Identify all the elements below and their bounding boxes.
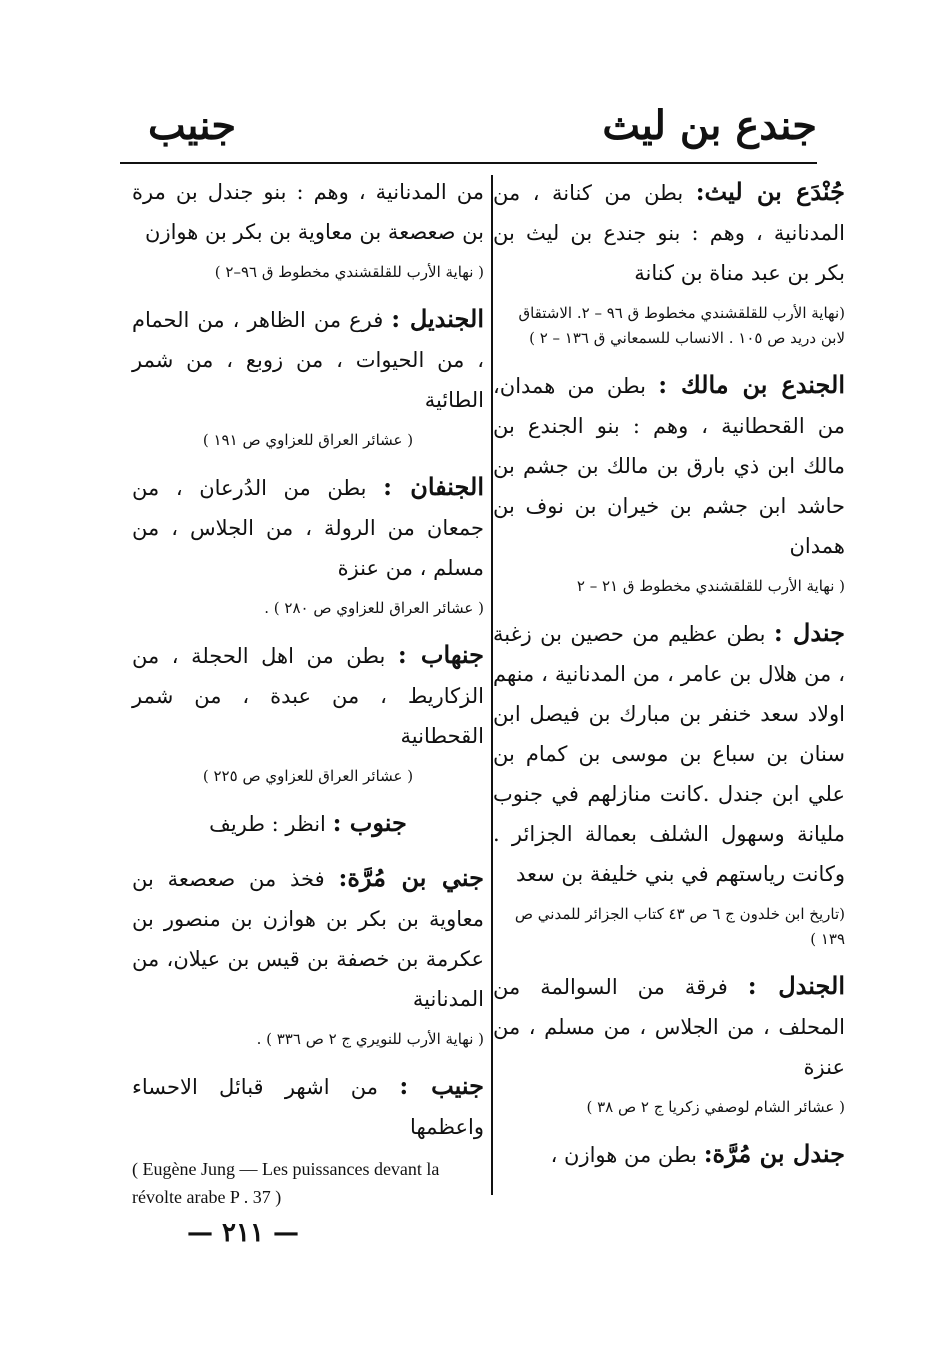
entry-text: بطن من همدان، من القحطانية ، وهم : بنو الجندع بن مالك ابن ذي بارق بن مالك بن جشم بن حاشد ابن جشم بن خيران بن نوف بن همدان <box>493 374 845 558</box>
entry-text: بطن من الدُرعان ، من جمعان من الرولة ، من الجلاس ، من مسلم ، من عنزة <box>132 476 484 580</box>
entry <box>493 172 845 293</box>
entry <box>132 858 484 1019</box>
entry-head: جُنْدَع بن ليث: <box>695 177 845 206</box>
entry-source: ( نهاية الأرب للقلقشندي مخطوط ق ٢١ – ٢ <box>576 577 845 595</box>
page-number: — ٢١١ — <box>186 1218 300 1248</box>
entry-head: جنيب : <box>399 1071 484 1100</box>
entry-source: ( عشائر العراق للعزاوي ص ٢٨٠ ) . <box>264 599 484 617</box>
header-rule <box>120 162 817 164</box>
entry-head: الجنديل : <box>391 304 484 333</box>
entry <box>132 172 484 252</box>
entry-head: جنوب : <box>332 808 407 837</box>
running-head-left: جنيب <box>148 102 237 149</box>
left-column <box>132 172 484 1211</box>
entry-text: انظر : طريف <box>209 812 326 836</box>
entry-head: جني بن مُرَّة: <box>338 863 484 892</box>
entry-source: ( عشائر الشام لوصفي زكريا ج ٢ ص ٣٨ ) <box>586 1098 845 1116</box>
entry <box>493 1134 845 1175</box>
entry <box>132 1066 484 1147</box>
entry-text: فرع من الظاهر ، من الحمام ، من الحيوات ، من زوبع ، من شمر الطائية <box>132 308 484 412</box>
entry <box>132 467 484 588</box>
entry <box>132 803 484 844</box>
entry <box>132 299 484 420</box>
entry-text: بطن من اهل الحجلة ، من الزكاريط ، من عبدة ، من شمر القحطانية <box>132 644 484 748</box>
latin-source: ( Eugène Jung — Les puissances devant la révolte arabe P . 37 ) <box>132 1159 440 1207</box>
entry-text: بطن عظيم من حصين بن زغبة ، من هلال بن عامر ، من المدنانية ، منهم اولاد سعد خنفر بن مبارك بن فيصل ابن سنان بن سباع بن موسى بن كمام بن علي ابن جندل .كانت منازلهم في جنوب مليانة وسهول الشلف بعمالة الجزائر . وكانت رياستهم في بني خليفة بن سعد <box>493 622 845 886</box>
right-column <box>493 172 845 1189</box>
entry <box>493 613 845 894</box>
entry-head: الجنفان : <box>383 472 484 501</box>
entry-text: بطن من كنانة ، من المدنانية ، وهم : بنو جندع بن ليث بن بكر بن عبد مناة بن كنانة <box>493 181 845 285</box>
entry-head: جندل : <box>773 618 845 647</box>
entry-source: ( عشائر العراق للعزاوي ص ١٩١ ) <box>202 431 414 449</box>
entry-head: جندل بن مُرَّة: <box>703 1139 845 1168</box>
entry <box>132 635 484 756</box>
entry <box>493 966 845 1087</box>
entry-source: (تاريخ ابن خلدون ج ٦ ص ٤٣ كتاب الجزائر للمدني ص ١٣٩ ) <box>514 905 845 948</box>
entry-source: (نهاية الأرب للقلقشندي مخطوط ق ٩٦ – ٢. الاشتقاق لابن دريد ص ١٠٥ . الانساب للسمعاني ق ١٣٦ – ٢ ) <box>518 304 845 347</box>
entry-head: الجندع بن مالك : <box>658 370 846 399</box>
entry-text: فرقة من السوالمة من المحلف ، من الجلاس ، من مسلم ، من عنزة <box>493 975 845 1079</box>
entry-head: جنهاب : <box>397 640 484 669</box>
column-divider <box>491 175 493 1195</box>
entry-source: ( عشائر العراق للعزاوي ص ٢٢٥ ) <box>202 767 414 785</box>
entry-text: بطن من هوازن ، <box>550 1143 697 1167</box>
page-header <box>120 92 817 152</box>
entry-text: من المدنانية ، وهم : بنو جندل بن مرة بن صعصعة بن معاوية بن بكر بن هوازن <box>132 180 484 244</box>
entry-text: فخذ من صعصعة بن معاوية بن بكر بن هوازن بن منصور بن عكرمة بن خصفة بن قيس بن عيلان، من المدنانية <box>132 867 484 1011</box>
entry-source: ( نهاية الأرب للنويري ج ٢ ص ٣٣٦ ) . <box>256 1030 484 1048</box>
entry <box>493 365 845 566</box>
entry-head: الجندل : <box>747 971 845 1000</box>
running-head-right: جندع بن ليث <box>602 102 817 149</box>
entry-source: ( نهاية الأرب للقلقشندي مخطوط ق ٩٦–٢ ) <box>214 263 484 281</box>
entry-text: من اشهر قبائل الاحساء واعظمها <box>132 1075 484 1139</box>
